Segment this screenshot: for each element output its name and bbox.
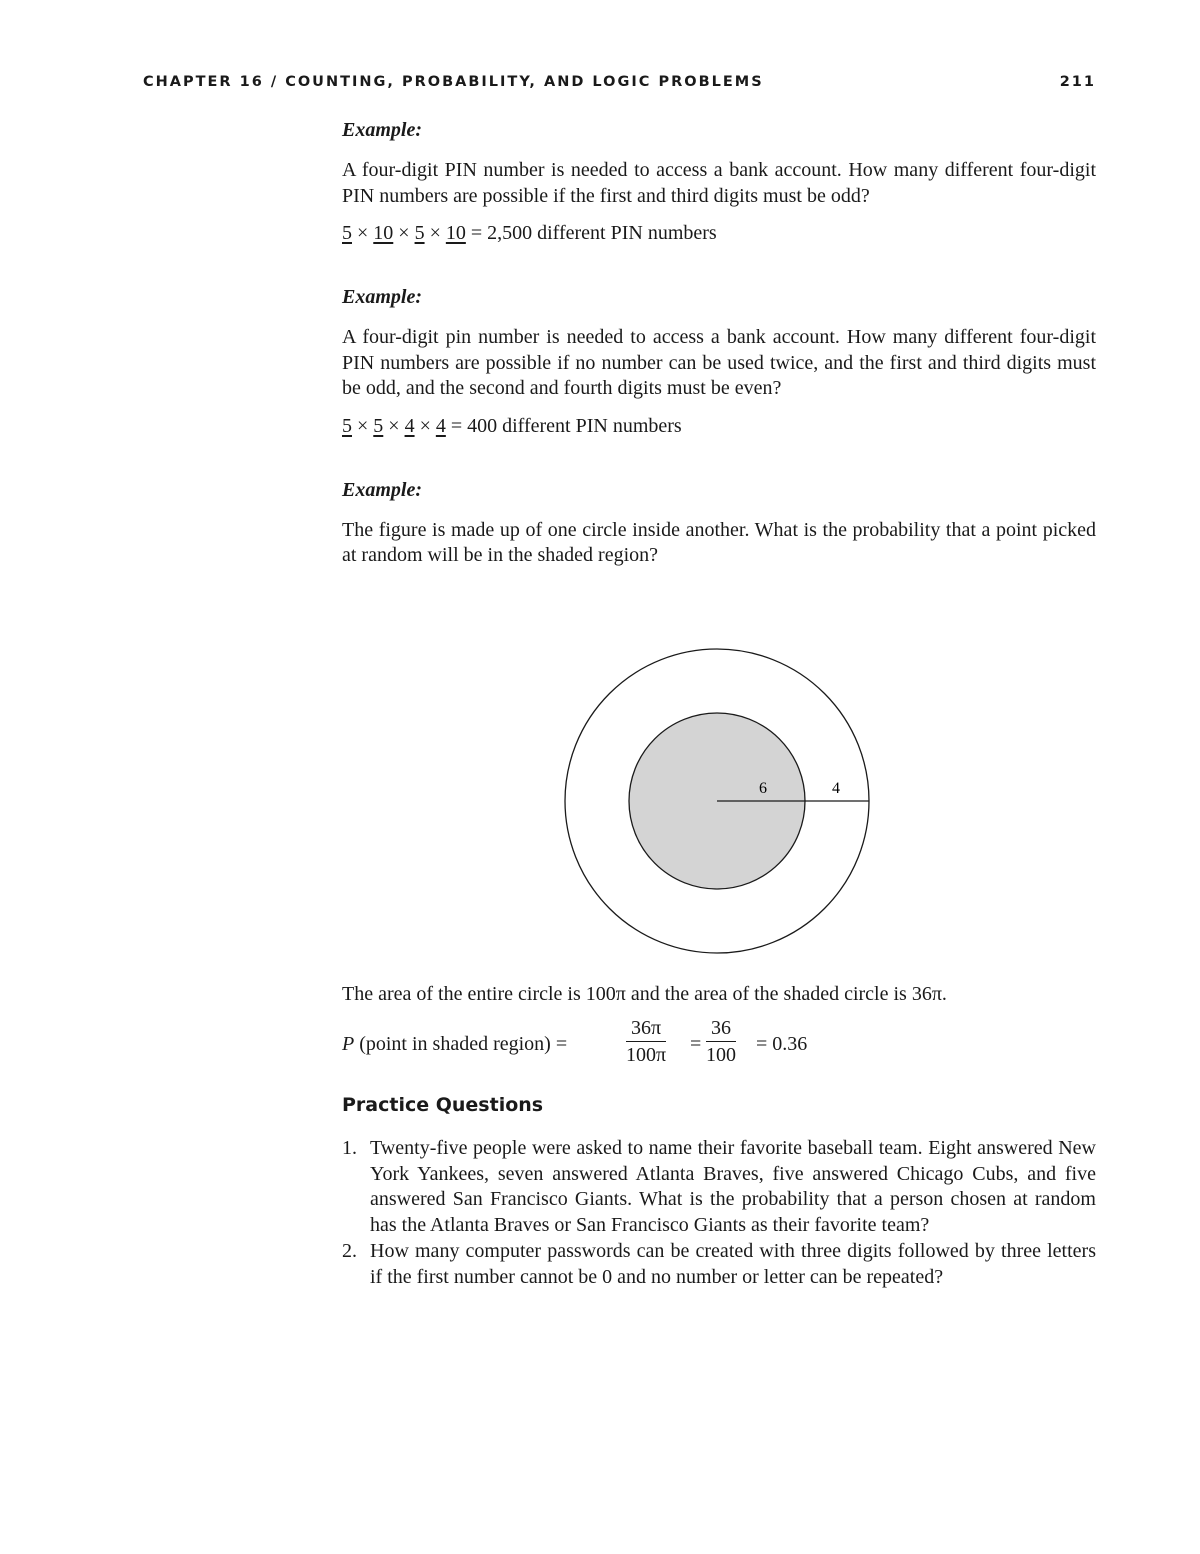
fraction-denominator: 100 <box>706 1044 736 1066</box>
calculation <box>342 221 1096 247</box>
operator: × <box>429 222 441 244</box>
probability-result: = 0.36 <box>756 1033 808 1055</box>
example-text: A four-digit PIN number is needed to access a bank account. How many different four-digit PIN numbers are possible if the first and third digits must be odd? <box>342 159 1096 207</box>
question-number: 2. <box>342 1239 357 1262</box>
fraction-numerator: 36π <box>626 1017 666 1042</box>
operator: × <box>388 414 400 437</box>
concentric-circles-figure <box>562 646 874 958</box>
question-text: Twenty-five people were asked to name their favorite baseball team. Eight answered New York Yankees, seven answered Atlanta Braves, five answered Chicago Cubs, and five answered San Francisco Giants. What is the probability that a person chosen at random has the Atlanta Braves or San Francisco Giants as their favorite team? <box>370 1137 1096 1237</box>
inner-radius-label: 6 <box>759 780 767 797</box>
operator: × <box>398 222 410 244</box>
probability-equation <box>342 1017 1102 1077</box>
calc-result: = 400 different PIN numbers <box>450 414 682 437</box>
operator: × <box>357 222 369 244</box>
factor: 10 <box>373 222 394 244</box>
page-number: 211 <box>1059 74 1096 90</box>
practice-heading: Practice Questions <box>342 1094 544 1116</box>
fraction-denominator: 100π <box>626 1044 667 1066</box>
question-text: How many computer passwords can be created with three digits followed by three letters if the first number cannot be 0 and no number or letter can be repeated? <box>370 1239 1096 1288</box>
equals-sign: = <box>690 1033 702 1055</box>
factor: 4 <box>435 414 446 437</box>
chapter-title: CHAPTER 16 / COUNTING, PROBABILITY, AND LOGIC PROBLEMS <box>143 74 764 90</box>
factor: 4 <box>404 414 415 437</box>
calculation <box>342 414 1096 440</box>
operator: × <box>419 414 431 437</box>
practice-question-list <box>342 1136 1096 1290</box>
operator: × <box>357 414 369 437</box>
calc-result: = 2,500 different PIN numbers <box>470 222 717 244</box>
list-item <box>342 1239 1096 1290</box>
fraction-numerator: 36 <box>706 1017 736 1042</box>
figure-svg <box>562 646 874 958</box>
list-item <box>342 1136 1096 1239</box>
outer-width-label: 4 <box>832 780 840 797</box>
running-head <box>143 74 1096 94</box>
probability-variable: P <box>342 1033 355 1055</box>
example-text: A four-digit pin number is needed to access a bank account. How many different four-digit PIN numbers are possible if no number can be used twice, and the first and third digits must be odd, and the second and fourth digits must be even? <box>342 326 1096 399</box>
fraction-pi <box>626 1017 666 1066</box>
probability-label <box>342 1033 567 1056</box>
example-label: Example: <box>342 478 422 501</box>
factor: 5 <box>414 222 425 244</box>
factor: 5 <box>342 222 352 244</box>
factor: 5 <box>373 414 384 437</box>
area-statement: The area of the entire circle is 100π and the area of the shaded circle is 36π. <box>342 983 947 1005</box>
fraction-numeric <box>706 1017 736 1066</box>
factor: 10 <box>445 222 466 244</box>
example-text: The figure is made up of one circle inside another. What is the probability that a point picked at random will be in the shaded region? <box>342 518 1096 566</box>
main-content <box>342 118 1096 581</box>
probability-label-text: (point in shaded region) = <box>354 1033 568 1055</box>
question-number: 1. <box>342 1137 357 1159</box>
example-label: Example: <box>342 286 422 308</box>
example-label: Example: <box>342 119 422 141</box>
factor: 5 <box>342 414 352 437</box>
